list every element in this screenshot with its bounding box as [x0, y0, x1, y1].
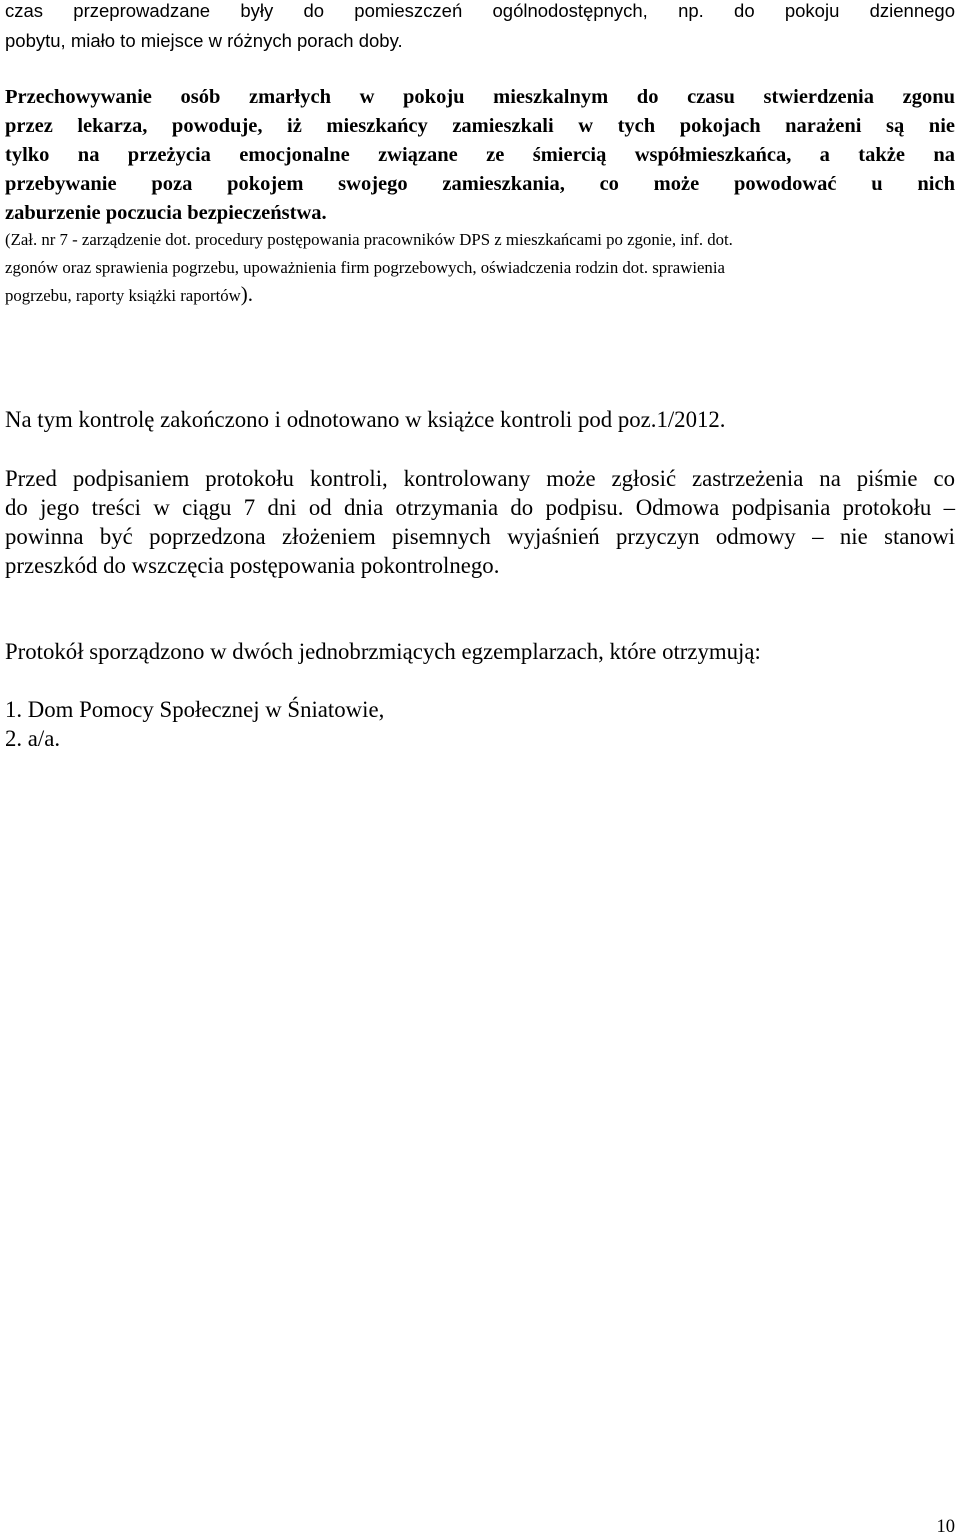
findings-line: tylko na przeżycia emocjonalne związane ze śmiercią współmieszkańca, a także na [5, 144, 955, 166]
page-number: 10 [936, 1517, 955, 1537]
objections-line: powinna być poprzedzona złożeniem pisemnych wyjaśnień przyczyn odmowy – nie stanowi [5, 524, 955, 549]
findings-paragraph [5, 83, 955, 228]
copies-paragraph: Protokół sporządzono w dwóch jednobrzmiących egzemplarzach, które otrzymują: [5, 639, 761, 664]
intro-line: czas przeprowadzane były do pomieszczeń ogólnodostępnych, np. do pokoju dziennego [5, 0, 955, 21]
findings-line: zaburzenie poczucia bezpieczeństwa. [5, 202, 327, 224]
intro-paragraph [5, 0, 955, 56]
note-line-text: pogrzebu, raporty książki raportów [5, 286, 241, 305]
note-line [5, 281, 955, 310]
findings-line: przez lekarza, powoduje, iż mieszkańcy zamieszkali w tych pokojach narażeni są nie [5, 115, 955, 137]
note-line: (Zał. nr 7 - zarządzenie dot. procedury postępowania pracowników DPS z mieszkańcami po zgonie, inf. dot. [5, 230, 733, 249]
note-line-close: ). [240, 282, 254, 306]
intro-line: pobytu, miało to miejsce w różnych porach doby. [5, 30, 403, 51]
findings-line: Przechowywanie osób zmarłych w pokoju mieszkalnym do czasu stwierdzenia zgonu [5, 86, 955, 108]
note-line: zgonów oraz sprawienia pogrzebu, upoważnienia firm pogrzebowych, oświadczenia rodzin dot. sprawienia [5, 257, 725, 277]
recipient-item: 2. a/a. [5, 726, 61, 751]
objections-line: Przed podpisaniem protokołu kontroli, kontrolowany może zgłosić zastrzeżenia na piśmie co [5, 466, 955, 491]
objections-line: przeszkód do wszczęcia postępowania pokontrolnego. [5, 553, 500, 578]
findings-line: przebywanie poza pokojem swojego zamieszkania, co może powodować u nich [5, 173, 955, 195]
attachment-note [5, 226, 955, 310]
control-closing-paragraph: Na tym kontrolę zakończono i odnotowano w książce kontroli pod poz.1/2012. [5, 407, 726, 432]
recipient-item: 1. Dom Pomocy Społecznej w Śniatowie, [5, 697, 385, 722]
recipients-list [5, 695, 955, 753]
objections-paragraph [5, 464, 955, 580]
objections-line: do jego treści w ciągu 7 dni od dnia otrzymania do podpisu. Odmowa podpisania protokołu – [5, 495, 955, 520]
